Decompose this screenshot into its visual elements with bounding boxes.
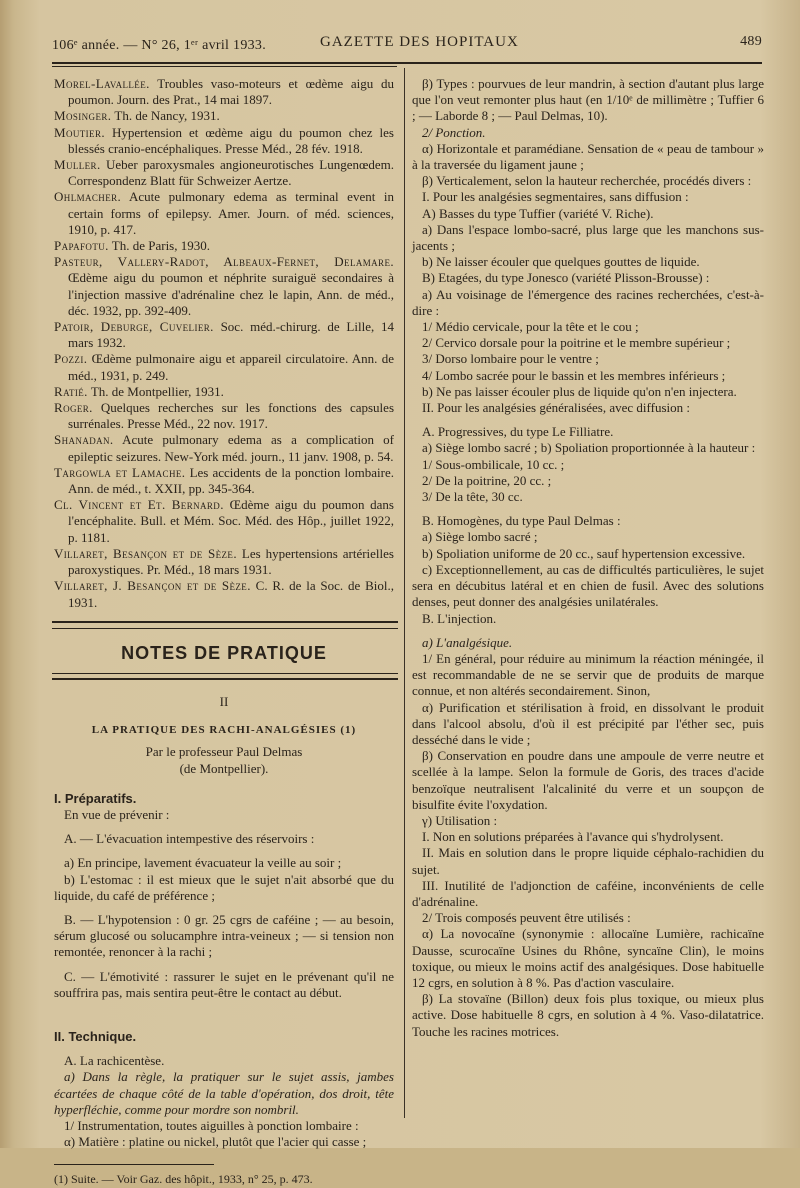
reference-entry: Moutier. Hypertension et œdème aigu du poumon chez les blessés cranio-encéphaliques. Presse Méd., 28 fév. 1918.	[54, 124, 394, 156]
paragraph: 4/ Lombo sacrée pour le bassin et les membres inférieurs ;	[422, 367, 726, 383]
paragraph: C. — L'émotivité : rassurer le sujet en le prévenant qu'il ne souffrira pas, mais sentira peut-être le contact au début.	[54, 968, 394, 1000]
paragraph: A. — L'évacuation intempestive des réservoirs :	[64, 831, 315, 847]
paragraph: 1/ Instrumentation, toutes aiguilles à ponction lombaire :	[64, 1117, 359, 1133]
paragraph: B) Etagées, du type Jonesco (variété Plisson-Brousse) :	[422, 270, 710, 286]
journal-title: GAZETTE DES HOPITAUX	[320, 34, 519, 50]
paragraph: b) L'estomac : il est mieux que le sujet n'ait absorbé que du liquide, du café de préférence ;	[54, 871, 394, 903]
paragraph: 1/ En général, pour réduire au minimum la réaction méningée, il est recommandable de ne se servir que de produits de marque connue, et non altérés secondairement. Sinon,	[412, 650, 764, 699]
paragraph: II. Pour les analgésies généralisées, avec diffusion :	[422, 400, 690, 416]
section-rule	[52, 621, 398, 629]
paragraph: 2/ Ponction.	[422, 124, 486, 140]
reference-entry: Cl. Vincent et Et. Bernard. Œdème aigu du poumon dans l'encéphalite. Bull. et Mém. Soc. Méd. des Hôp., juillet 1922, p. 1181.	[54, 497, 394, 545]
paragraph: B. L'injection.	[422, 610, 497, 626]
paragraph: 3/ Dorso lombaire pour le ventre ;	[422, 351, 599, 367]
paragraph: A) Basses du type Tuffier (variété V. Riche).	[422, 205, 654, 221]
footnote-rule	[54, 1164, 214, 1165]
reference-entry: Villaret, Besançon et de Sèze. Les hypertensions artérielles paroxystiques. Pr. Méd., 18 mars 1931.	[54, 545, 394, 578]
paragraph: a) En principe, lavement évacuateur la veille au soir ;	[64, 855, 342, 871]
paragraph: α) Matière : platine ou nickel, plutôt que l'acier qui casse ;	[64, 1134, 367, 1150]
paragraph: II. Mais en solution dans le propre liquide céphalo-rachidien du sujet.	[412, 845, 764, 877]
paragraph: A. Progressives, du type Le Filliatre.	[422, 424, 614, 440]
reference-entry: Mosinger. Th. de Nancy, 1931.	[54, 108, 220, 124]
paragraph: a) Siège lombo sacré ; b) Spoliation proportionnée à la hauteur :	[422, 440, 756, 456]
issue-info: 106ᵉ année. — N° 26, 1ᵉʳ avril 1933.	[52, 38, 267, 53]
paragraph: a) Dans l'espace lombo-sacré, plus large que les manchons sus-jacents ;	[412, 221, 764, 254]
paragraph: a) L'analgésique.	[422, 634, 513, 650]
article-title: LA PRATIQUE DES RACHI-ANALGÉSIES (1)	[91, 724, 357, 737]
paragraph: 3/ De la tête, 30 cc.	[422, 489, 523, 505]
right-column	[412, 76, 764, 1040]
reference-entry: Muller. Ueber paroxysmales angioneurotisches Lungenœdem. Correspondenz Blatt für Schweizer Aertze.	[54, 157, 394, 189]
paragraph: β) La stovaïne (Billon) deux fois plus toxique, ou mieux plus active. Dose habituelle 8 cgrs, en solution à 4 %. Vaso-dilatatrice. Touche les racines motrices.	[412, 991, 764, 1039]
paragraph: a) Dans la règle, la pratiquer sur le sujet assis, jambes écartées de chaque côté de la table d'opération, dos droit, tête hyperfléchie, comme pour mordre son nombril.	[54, 1069, 394, 1117]
reference-entry: Papafotu. Th. de Paris, 1930.	[54, 238, 210, 254]
paragraph: β) Types : pourvues de leur mandrin, à section d'autant plus large que l'on veut remonter plus haut (en 1/10ᵉ de millimètre ; Tuffier 6 ; — Laborde 8 ; — Paul Delmas, 10).	[412, 76, 764, 124]
reference-entry: Pozzi. Œdème pulmonaire aigu et appareil circulatoire. Ann. de méd., 1931, p. 249.	[54, 351, 394, 383]
paragraph: β) Verticalement, selon la hauteur recherchée, procédés divers :	[422, 173, 752, 189]
page-header	[52, 34, 762, 58]
reference-entry: Shanadan. Acute pulmonary edema as a complication of epileptic seizures. New-York méd. journ., 11 janv. 1908, p. 54.	[54, 432, 394, 464]
reference-entry: Patoir, Deburge, Cuvelier. Soc. méd.-chirurg. de Lille, 14 mars 1932.	[54, 319, 394, 351]
paragraph: 1/ Médio cervicale, pour la tête et le cou ;	[422, 319, 639, 335]
article-author-affiliation: (de Montpellier).	[179, 760, 269, 776]
paragraph: 1/ Sous-ombilicale, 10 cc. ;	[422, 456, 565, 472]
subsection-heading: I. Préparatifs.	[54, 790, 137, 806]
section-rule	[52, 673, 398, 680]
reference-entry: Ratié. Th. de Montpellier, 1931.	[54, 383, 224, 399]
paragraph: a) Au voisinage de l'émergence des racines recherchées, c'est-à-dire :	[412, 286, 764, 318]
header-rule	[52, 62, 762, 64]
reference-entry: Targowla et Lamache. Les accidents de la ponction lombaire. Ann. de méd., t. XXII, pp. 345-364.	[54, 464, 395, 497]
reference-entry: Pasteur, Vallery-Radot, Albeaux-Fernet, Delamare. Œdème aigu du poumon et néphrite suraiguë secondaires à l'injection massive d'adrénaline chez le lapin, Ann. de méd., déc. 1932, pp. 392-409.	[54, 254, 394, 318]
paragraph: b) Spoliation uniforme de 20 cc., sauf hypertension excessive.	[422, 545, 746, 561]
paragraph: γ) Utilisation :	[422, 812, 498, 828]
part-number: II	[219, 693, 229, 709]
paragraph: α) Horizontale et paramédiane. Sensation de « peau de tambour » à la traversée du ligament jaune ;	[412, 140, 764, 173]
paragraph: I. Pour les analgésies segmentaires, sans diffusion :	[422, 189, 689, 205]
paragraph: α) La novocaïne (synonymie : allocaïne Lumière, rachicaïne Dausse, scurocaïne Usines du Rhône, syncaïne Clin), le moins toxique, ou mieux le moins actif des analgésiques. Dose habituelle 12 cgrs, en solution à 8 %. Pas d'action vasculaire.	[412, 926, 764, 990]
bibliography	[54, 76, 394, 611]
paragraph: B. Homogènes, du type Paul Delmas :	[422, 513, 621, 529]
reference-entry: Ohlmacher. Acute pulmonary edema as terminal event in certain forms of epilepsy. Amer. Journ. of méd. sciences, 1910, p. 417.	[54, 189, 394, 237]
paragraph: B. — L'hypotension : 0 gr. 25 cgrs de caféine ; — au besoin, sérum glucosé ou solucamphre intra-veineux ; — si tension non remontée, renoncer à la rachi ;	[54, 911, 394, 960]
paragraph: b) Ne laisser écouler que quelques gouttes de liquide.	[422, 254, 700, 270]
paragraph: En vue de prévenir :	[64, 806, 170, 822]
left-column	[54, 76, 394, 1188]
header-rule-thin	[52, 66, 397, 67]
footnote: (1) Suite. — Voir Gaz. des hôpit., 1933, n° 25, p. 473.	[54, 1172, 313, 1187]
paragraph: III. Inutilité de l'adjonction de caféine, inconvénients de celle d'adrénaline.	[412, 877, 764, 909]
section-heading: NOTES DE PRATIQUE	[121, 642, 327, 663]
paragraph: 2/ Cervico dorsale pour la poitrine et le membre supérieur ;	[422, 335, 731, 351]
page-number: 489	[740, 34, 762, 49]
column-divider	[404, 68, 405, 1118]
paragraph: β) Conservation en poudre dans une ampoule de verre neutre et scellée à la lampe. Selon la formule de Goris, des traces d'acide benzoïque neutralisent l'alcalinité du verre et un soupçon de bisulfite évite l'oxydation.	[412, 748, 764, 812]
paragraph: I. Non en solutions préparées à l'avance qui s'hydrolysent.	[422, 829, 724, 845]
reference-entry: Villaret, J. Besançon et de Sèze. C. R. de la Soc. de Biol., 1931.	[54, 578, 394, 610]
reference-entry: Morel-Lavallée. Troubles vaso-moteurs et œdème aigu du poumon. Journ. des Prat., 14 mai 1897.	[54, 76, 394, 108]
paragraph: 2/ De la poitrine, 20 cc. ;	[422, 472, 552, 488]
paragraph: a) Siège lombo sacré ;	[422, 529, 538, 545]
paragraph: 2/ Trois composés peuvent être utilisés :	[422, 910, 631, 926]
subsection-heading: II. Technique.	[54, 1028, 137, 1044]
paragraph: c) Exceptionnellement, au cas de difficultés particulières, le sujet sera en décubitus latéral et en chien de fusil. Avec des solutions denses, peut donner des analgésies unilatérales.	[412, 561, 764, 610]
article-author: Par le professeur Paul Delmas	[145, 744, 303, 760]
paragraph: A. La rachicentèse.	[64, 1053, 165, 1069]
paragraph: b) Ne pas laisser écouler plus de liquide qu'on n'en injectera.	[422, 383, 737, 399]
reference-entry: Roger. Quelques recherches sur les fonctions des capsules surrénales. Presse Méd., 22 nov. 1917.	[54, 400, 394, 432]
paragraph: α) Purification et stérilisation à froid, en dissolvant le produit dans l'alcool absolu, d'où il est précipité par l'éther sec, puis desséché dans le vide ;	[412, 699, 764, 747]
